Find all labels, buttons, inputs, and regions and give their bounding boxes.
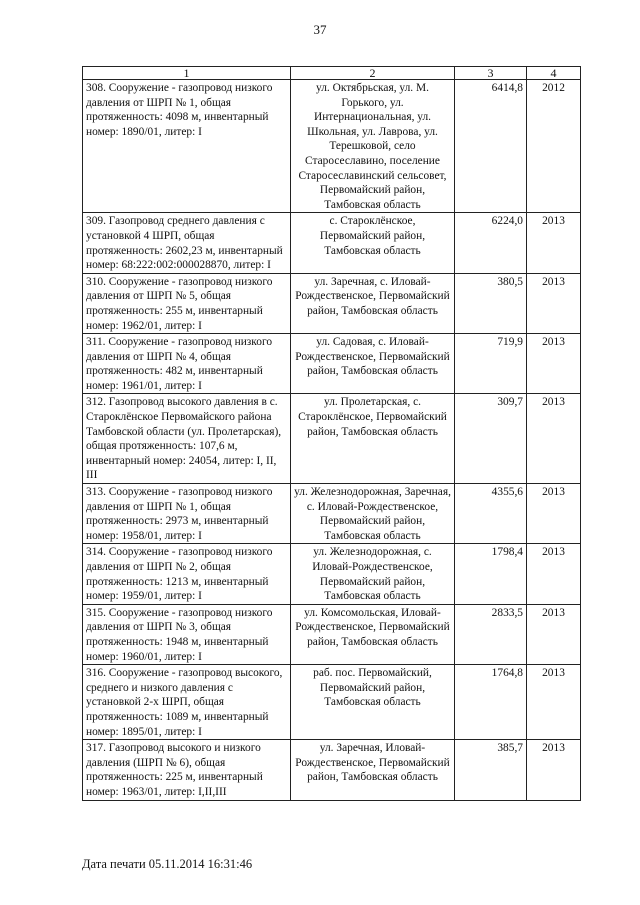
address-cell: ул. Садовая, с. Иловай-Рождественское, Первомайский район, Тамбовская область — [291, 334, 455, 394]
value-cell: 385,7 — [455, 740, 527, 800]
value-cell: 1764,8 — [455, 665, 527, 740]
table-row — [83, 665, 581, 740]
table-header — [83, 67, 581, 80]
table-row — [83, 740, 581, 800]
object-description-cell: 309. Газопровод среднего давления с установкой 4 ШРП, общая протяженность: 2602,23 м, инвентарный номер: 68:222:002:000028870, литер: I — [83, 213, 291, 273]
address-cell: ул. Октябрьская, ул. М. Горького, ул. Интернациональная, ул. Школьная, ул. Лаврова, ул. Терешковой, село Старосеславино, поселение Старосеславинский сельсовет, Первомайский район, Тамбовская область — [291, 80, 455, 213]
object-description-cell: 314. Сооружение - газопровод низкого давления от ШРП № 2, общая протяженность: 1213 м, инвентарный номер: 1959/01, литер: I — [83, 544, 291, 604]
page-number: 37 — [313, 22, 327, 37]
year-cell: 2013 — [527, 665, 581, 740]
object-description-cell: 313. Сооружение - газопровод низкого давления от ШРП № 1, общая протяженность: 2973 м, инвентарный номер: 1958/01, литер: I — [83, 484, 291, 544]
year-cell: 2013 — [527, 604, 581, 664]
address-cell: ул. Железнодорожная, с. Иловай-Рождественское, Первомайский район, Тамбовская область — [291, 544, 455, 604]
value-cell: 719,9 — [455, 334, 527, 394]
column-header: 1 — [83, 67, 291, 80]
address-cell: ул. Заречная, с. Иловай-Рождественское, Первомайский район, Тамбовская область — [291, 273, 455, 333]
table-row — [83, 213, 581, 273]
year-cell: 2013 — [527, 544, 581, 604]
table-row — [83, 544, 581, 604]
year-cell: 2013 — [527, 273, 581, 333]
object-description-cell: 310. Сооружение - газопровод низкого давления от ШРП № 5, общая протяженность: 255 м, инвентарный номер: 1962/01, литер: I — [83, 273, 291, 333]
table-body — [83, 80, 581, 801]
print-date: Дата печати 05.11.2014 16:31:46 — [82, 857, 253, 871]
year-cell: 2013 — [527, 334, 581, 394]
address-cell: ул. Заречная, Иловай-Рождественское, Первомайский район, Тамбовская область — [291, 740, 455, 800]
column-header: 2 — [291, 67, 455, 80]
year-cell: 2013 — [527, 394, 581, 484]
value-cell: 6224,0 — [455, 213, 527, 273]
object-description-cell: 312. Газопровод высокого давления в с. Староклёнское Первомайского района Тамбовской области (ул. Пролетарская), общая протяженность: 107,6 м, инвентарный номер: 24054, литер: I, II, III — [83, 394, 291, 484]
year-cell: 2013 — [527, 484, 581, 544]
table-row — [83, 273, 581, 333]
address-cell: ул. Комсомольская, Иловай-Рождественское, Первомайский район, Тамбовская область — [291, 604, 455, 664]
object-description-cell: 317. Газопровод высокого и низкого давления (ШРП № 6), общая протяженность: 225 м, инвентарный номер: 1963/01, литер: I,II,III — [83, 740, 291, 800]
table-row — [83, 484, 581, 544]
value-cell: 4355,6 — [455, 484, 527, 544]
object-description-cell: 308. Сооружение - газопровод низкого давления от ШРП № 1, общая протяженность: 4098 м, инвентарный номер: 1890/01, литер: I — [83, 80, 291, 213]
table-row — [83, 334, 581, 394]
object-description-cell: 316. Сооружение - газопровод высокого, среднего и низкого давления с установкой 2-х ШРП, общая протяженность: 1089 м, инвентарный номер: 1895/01, литер: I — [83, 665, 291, 740]
year-cell: 2013 — [527, 740, 581, 800]
value-cell: 1798,4 — [455, 544, 527, 604]
table-row — [83, 604, 581, 664]
table-row — [83, 80, 581, 213]
property-registry-table — [82, 66, 581, 801]
address-cell: ул. Пролетарская, с. Староклёнское, Первомайский район, Тамбовская область — [291, 394, 455, 484]
column-header: 3 — [455, 67, 527, 80]
address-cell: раб. пос. Первомайский, Первомайский район, Тамбовская область — [291, 665, 455, 740]
value-cell: 380,5 — [455, 273, 527, 333]
object-description-cell: 311. Сооружение - газопровод низкого давления от ШРП № 4, общая протяженность: 482 м, инвентарный номер: 1961/01, литер: I — [83, 334, 291, 394]
address-cell: ул. Железнодорожная, Заречная, с. Иловай-Рождественское, Первомайский район, Тамбовская область — [291, 484, 455, 544]
year-cell: 2013 — [527, 213, 581, 273]
table-row — [83, 394, 581, 484]
column-header: 4 — [527, 67, 581, 80]
value-cell: 6414,8 — [455, 80, 527, 213]
year-cell: 2012 — [527, 80, 581, 213]
value-cell: 309,7 — [455, 394, 527, 484]
object-description-cell: 315. Сооружение - газопровод низкого давления от ШРП № 3, общая протяженность: 1948 м, инвентарный номер: 1960/01, литер: I — [83, 604, 291, 664]
address-cell: с. Староклёнское, Первомайский район, Тамбовская область — [291, 213, 455, 273]
value-cell: 2833,5 — [455, 604, 527, 664]
